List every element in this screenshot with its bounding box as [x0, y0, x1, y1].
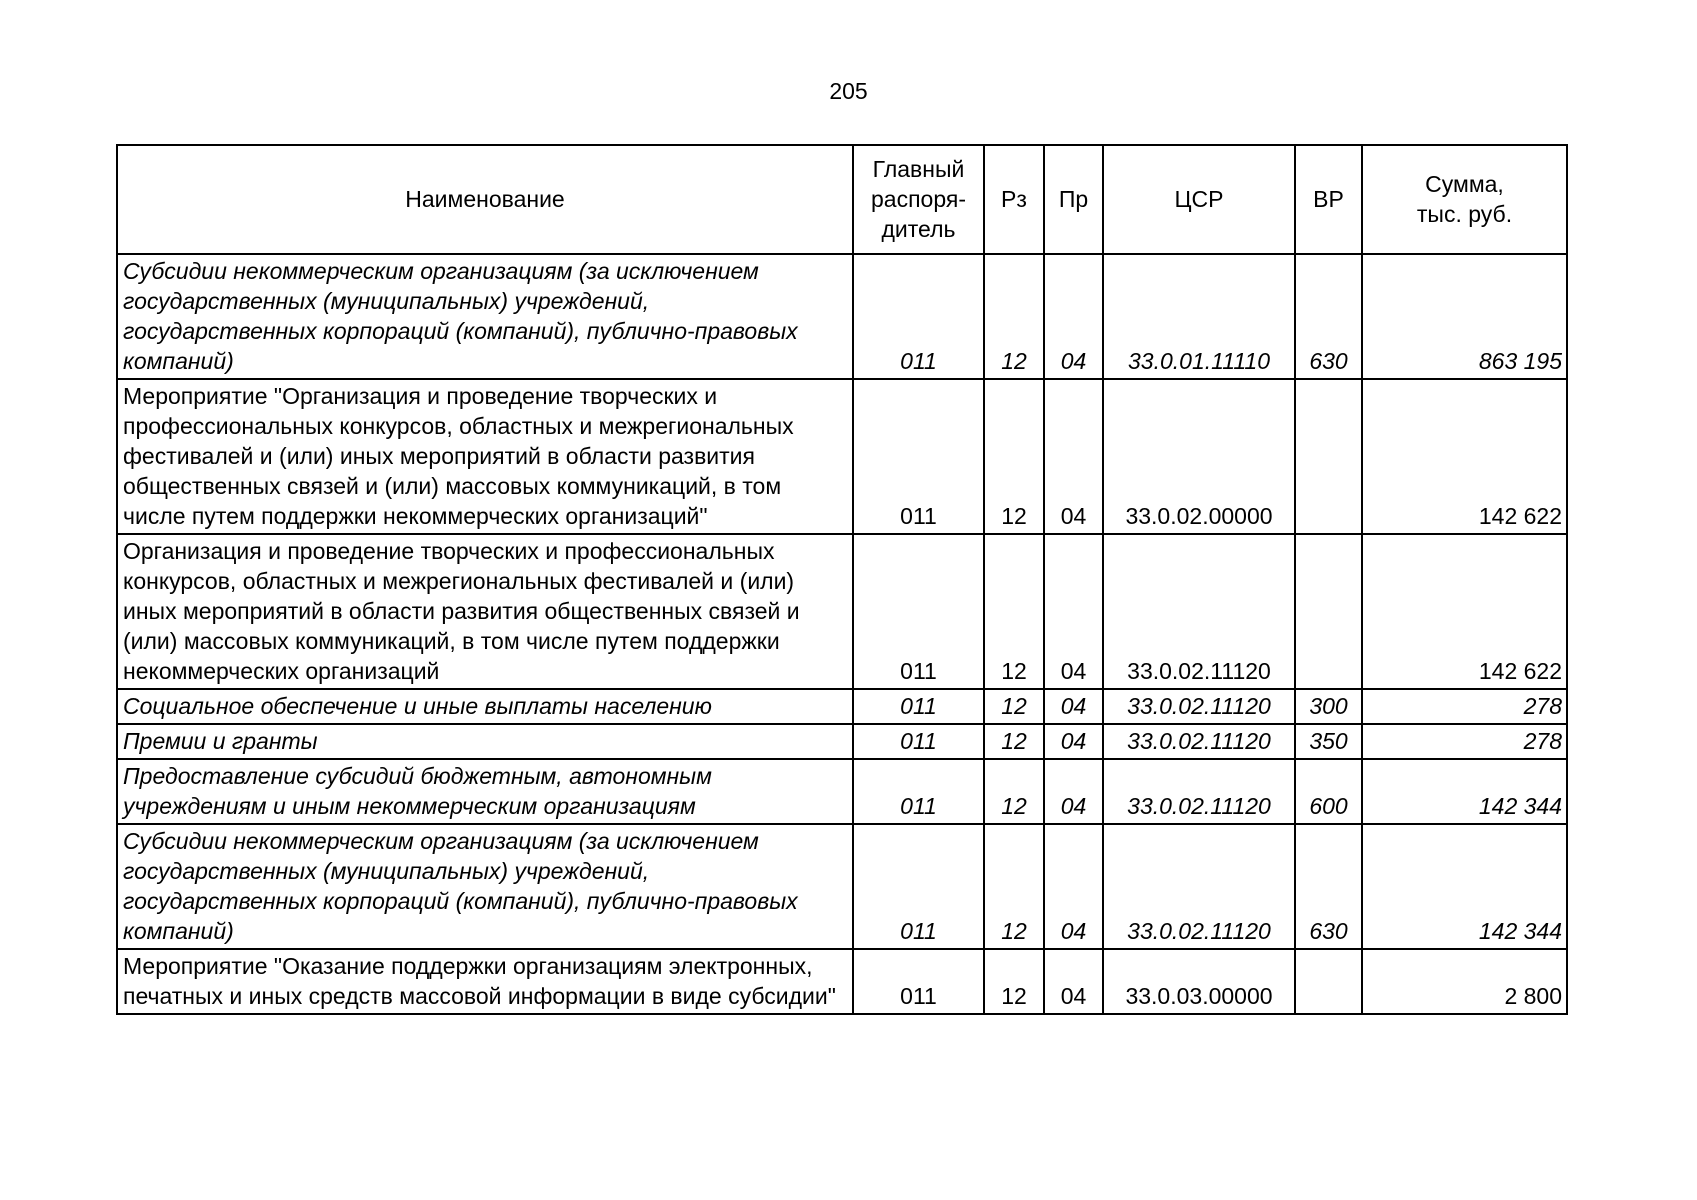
cell-csr: 33.0.02.00000 — [1103, 379, 1295, 534]
cell-vr: 300 — [1295, 689, 1362, 724]
header-rz: Рз — [984, 145, 1044, 254]
cell-pr: 04 — [1044, 824, 1103, 949]
table-row — [117, 824, 1567, 949]
cell-rz: 12 — [984, 254, 1044, 379]
cell-vr — [1295, 949, 1362, 1014]
cell-grbs: 011 — [853, 724, 984, 759]
cell-pr: 04 — [1044, 949, 1103, 1014]
cell-csr: 33.0.02.11120 — [1103, 724, 1295, 759]
cell-csr: 33.0.02.11120 — [1103, 759, 1295, 824]
cell-csr: 33.0.01.11110 — [1103, 254, 1295, 379]
cell-grbs: 011 — [853, 759, 984, 824]
header-grbs-line3: дитель — [881, 216, 956, 242]
cell-csr: 33.0.02.11120 — [1103, 689, 1295, 724]
cell-vr: 600 — [1295, 759, 1362, 824]
table-row — [117, 689, 1567, 724]
header-grbs-line2: распоря- — [871, 186, 966, 212]
header-row — [117, 145, 1567, 254]
cell-sum: 142 344 — [1362, 824, 1567, 949]
cell-sum: 278 — [1362, 724, 1567, 759]
cell-pr: 04 — [1044, 254, 1103, 379]
cell-vr — [1295, 379, 1362, 534]
cell-name: Социальное обеспечение и иные выплаты населению — [117, 689, 853, 724]
budget-table — [116, 144, 1568, 1015]
cell-vr: 350 — [1295, 724, 1362, 759]
header-sum — [1362, 145, 1567, 254]
cell-pr: 04 — [1044, 534, 1103, 689]
table-body — [117, 254, 1567, 1014]
cell-name: Предоставление субсидий бюджетным, автономным учреждениям и иным некоммерческим организациям — [117, 759, 853, 824]
cell-name: Мероприятие "Организация и проведение творческих и профессиональных конкурсов, областных и межрегиональных фестивалей и (или) иных мероприятий в области развития общественных связей и (или) массовых коммуникаций, в том числе путем поддержки некоммерческих организаций" — [117, 379, 853, 534]
cell-name: Субсидии некоммерческим организациям (за исключением государственных (муниципальных) учреждений, государственных корпораций (компаний), публично-правовых компаний) — [117, 824, 853, 949]
cell-sum: 142 344 — [1362, 759, 1567, 824]
table-row — [117, 724, 1567, 759]
header-pr: Пр — [1044, 145, 1103, 254]
cell-grbs: 011 — [853, 689, 984, 724]
page-number: 205 — [829, 78, 868, 104]
cell-grbs: 011 — [853, 254, 984, 379]
header-sum-line2: тыс. руб. — [1416, 201, 1513, 227]
table-row — [117, 254, 1567, 379]
cell-sum: 2 800 — [1362, 949, 1567, 1014]
cell-sum: 278 — [1362, 689, 1567, 724]
cell-sum: 863 195 — [1362, 254, 1567, 379]
cell-name: Премии и гранты — [117, 724, 853, 759]
cell-pr: 04 — [1044, 724, 1103, 759]
cell-rz: 12 — [984, 724, 1044, 759]
cell-rz: 12 — [984, 759, 1044, 824]
table-header — [117, 145, 1567, 254]
cell-csr: 33.0.02.11120 — [1103, 534, 1295, 689]
header-sum-line1: Сумма, — [1425, 171, 1504, 197]
table-row — [117, 949, 1567, 1014]
cell-csr: 33.0.03.00000 — [1103, 949, 1295, 1014]
cell-sum: 142 622 — [1362, 379, 1567, 534]
table-row — [117, 534, 1567, 689]
header-grbs — [853, 145, 984, 254]
cell-pr: 04 — [1044, 759, 1103, 824]
header-name: Наименование — [117, 145, 853, 254]
cell-rz: 12 — [984, 689, 1044, 724]
cell-vr: 630 — [1295, 254, 1362, 379]
cell-pr: 04 — [1044, 379, 1103, 534]
cell-grbs: 011 — [853, 949, 984, 1014]
cell-vr: 630 — [1295, 824, 1362, 949]
cell-sum: 142 622 — [1362, 534, 1567, 689]
cell-rz: 12 — [984, 379, 1044, 534]
cell-rz: 12 — [984, 949, 1044, 1014]
cell-rz: 12 — [984, 534, 1044, 689]
header-vr: ВР — [1295, 145, 1362, 254]
cell-pr: 04 — [1044, 689, 1103, 724]
cell-name: Мероприятие "Оказание поддержки организациям электронных, печатных и иных средств массовой информации в виде субсидии" — [117, 949, 853, 1014]
table-row — [117, 379, 1567, 534]
header-csr: ЦСР — [1103, 145, 1295, 254]
cell-vr — [1295, 534, 1362, 689]
cell-csr: 33.0.02.11120 — [1103, 824, 1295, 949]
cell-name: Организация и проведение творческих и профессиональных конкурсов, областных и межрегиональных фестивалей и (или) иных мероприятий в области развития общественных связей и (или) массовых коммуникаций, в том числе путем поддержки некоммерческих организаций — [117, 534, 853, 689]
cell-grbs: 011 — [853, 824, 984, 949]
cell-grbs: 011 — [853, 379, 984, 534]
table-row — [117, 759, 1567, 824]
cell-grbs: 011 — [853, 534, 984, 689]
header-grbs-line1: Главный — [872, 156, 965, 182]
cell-name: Субсидии некоммерческим организациям (за исключением государственных (муниципальных) учреждений, государственных корпораций (компаний), публично-правовых компаний) — [117, 254, 853, 379]
cell-rz: 12 — [984, 824, 1044, 949]
